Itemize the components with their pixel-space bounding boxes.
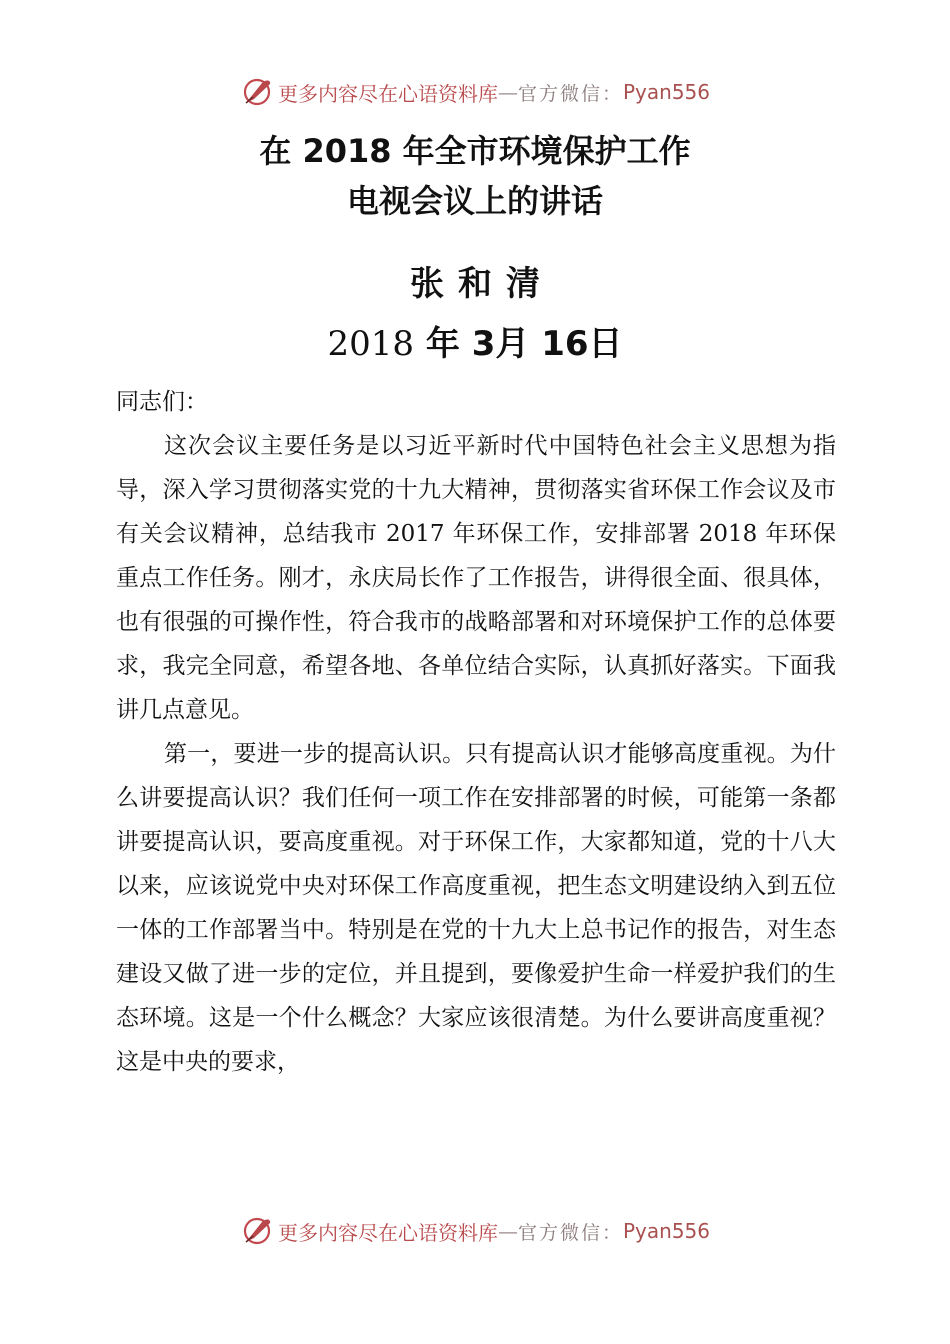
quill-pen-icon: [240, 1214, 274, 1248]
speech-date: [0, 316, 950, 365]
watermark-header: [0, 72, 950, 112]
watermark-label: 官方微信：: [517, 1221, 623, 1244]
speech-body: [116, 380, 836, 1084]
date-day-unit: 日: [588, 324, 623, 364]
date-year: 2018: [327, 324, 414, 364]
date-day: 16: [541, 324, 589, 364]
salutation: 同志们：: [116, 389, 208, 415]
paragraph: 这次会议主要任务是以习近平新时代中国特色社会主义思想为指导，深入学习贯彻落实党的十九大精神，贯彻落实省环保工作会议及市有关会议精神，总结我市 2017 年环保工作，安排部署 2018 年环保重点工作任务。刚才，永庆局长作了工作报告，讲得很全面、很具体，也有很强的可操作性，符合我市的战略部署和对环境保护工作的总体要求，我完全同意，希望各地、各单位结合实际，认真抓好落实。下面我讲几点意见。: [116, 433, 836, 723]
watermark-separator: —: [497, 1219, 518, 1243]
date-month-unit: 月: [495, 324, 530, 364]
author-name: 张和清: [410, 264, 554, 304]
quill-pen-icon: [240, 75, 274, 109]
watermark-label: 官方微信：: [517, 82, 623, 105]
paragraph: 第一，要进一步的提高认识。只有提高认识才能够高度重视。为什么讲要提高认识？我们任何一项工作在安排部署的时候，可能第一条都讲要提高认识，要高度重视。对于环保工作，大家都知道，党的十八大以来，应该说党中央对环保工作高度重视，把生态文明建设纳入到五位一体的工作部署当中。特别是在党的十九大上总书记作的报告，对生态建设又做了进一步的定位，并且提到，要像爱护生命一样爱护我们的生态环境。这是一个什么概念？大家应该很清楚。为什么要讲高度重视？这是中央的要求，: [116, 741, 836, 1075]
watermark-wechat-id: Pyan556: [623, 80, 711, 104]
document-title-line-1: 在 2018 年全市环境保护工作: [259, 132, 691, 170]
watermark-separator: —: [497, 80, 518, 104]
watermark-footer: [0, 1211, 950, 1251]
document-title-line-2: 电视会议上的讲话: [346, 182, 603, 220]
watermark-text: 更多内容尽在心语资料库: [277, 1220, 498, 1245]
date-month: 3: [471, 324, 496, 364]
watermark-wechat-id: Pyan556: [623, 1219, 711, 1243]
date-year-unit: 年: [425, 324, 460, 364]
watermark-text: 更多内容尽在心语资料库: [277, 81, 498, 106]
